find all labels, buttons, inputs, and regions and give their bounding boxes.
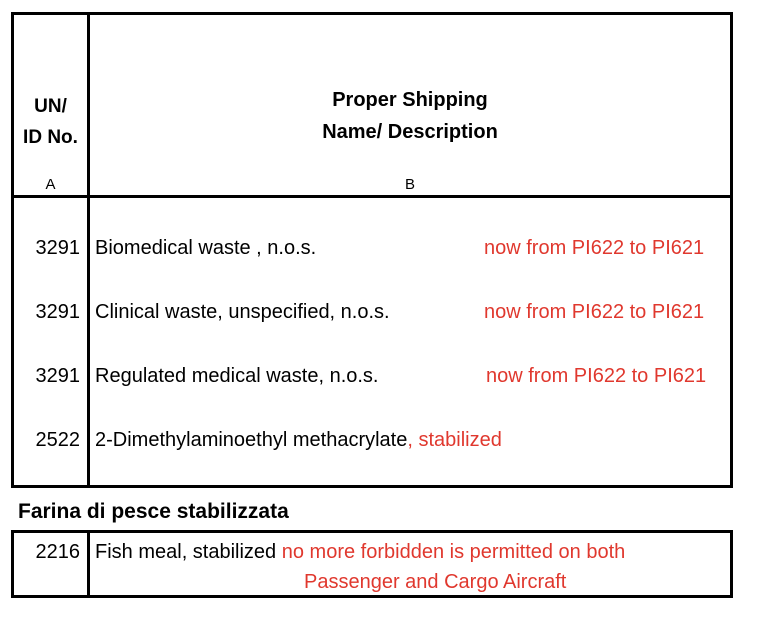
un-number: 2522 <box>35 429 80 451</box>
un-number: 3291 <box>35 365 80 387</box>
fish-meal-table <box>11 530 733 598</box>
change-note-line1: no more forbidden is permitted on both <box>281 541 626 563</box>
table-row <box>14 361 730 391</box>
table-row <box>14 425 730 455</box>
table-row <box>14 297 730 327</box>
shipping-name <box>95 537 625 567</box>
change-note: now from PI622 to PI621 <box>484 301 705 323</box>
column-letter-b: B <box>404 176 415 193</box>
change-note: , stabilized <box>407 429 502 451</box>
header-name-line2: Name/ Description <box>322 121 498 143</box>
column-letter-a: A <box>45 176 56 193</box>
section-title: Farina di pesce stabilizzata <box>18 500 289 523</box>
un-number: 2216 <box>35 541 80 563</box>
header-un-id-line1: UN/ <box>34 96 67 117</box>
shipping-name-text: 2-Dimethylaminoethyl methacrylate <box>95 429 408 451</box>
change-note: now from PI622 to PI621 <box>484 237 705 259</box>
shipping-name-text: Fish meal, stabilized <box>95 541 277 563</box>
shipping-name <box>95 425 502 455</box>
header-un-id-line2: ID No. <box>23 127 78 148</box>
un-number: 3291 <box>35 301 80 323</box>
dangerous-goods-table <box>11 12 733 488</box>
table-row <box>14 233 730 263</box>
un-number: 3291 <box>35 237 80 259</box>
shipping-name: Regulated medical waste, n.o.s. <box>95 365 379 387</box>
header-name-line1: Proper Shipping <box>332 89 488 111</box>
change-note: now from PI622 to PI621 <box>486 365 707 387</box>
header-divider <box>14 195 730 198</box>
shipping-name: Clinical waste, unspecified, n.o.s. <box>95 301 390 323</box>
change-note-line2: Passenger and Cargo Aircraft <box>304 571 567 593</box>
header-proper-shipping-name <box>90 84 730 148</box>
column-divider <box>87 533 90 595</box>
shipping-name: Biomedical waste , n.o.s. <box>95 237 317 259</box>
header-un-id <box>14 91 87 153</box>
